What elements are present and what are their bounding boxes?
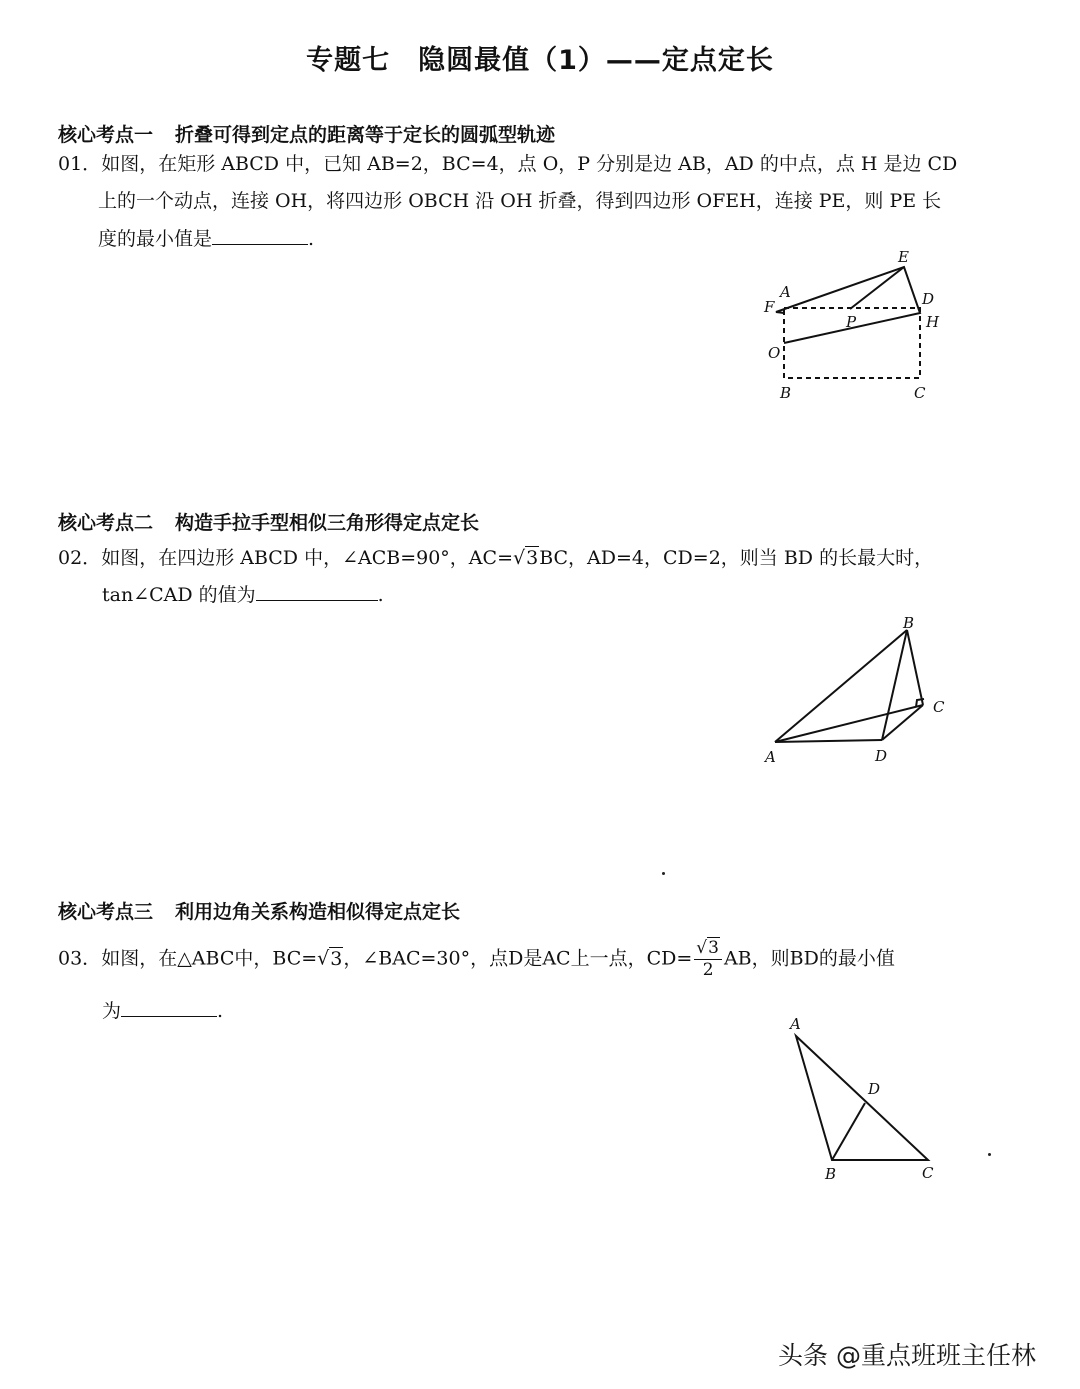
figure-3-triangle: [780, 1010, 950, 1185]
question-3-number: 03．: [58, 947, 102, 970]
section-1-label: 核心考点一: [58, 124, 154, 146]
question-2: 02．如图，在四边形 ABCD 中，∠ACB=90°，AC=√3BC，AD=4，CD=2，则当 BD 的长最大时，: [58, 547, 934, 569]
segment-BD: [832, 1103, 865, 1160]
label-H: H: [926, 313, 940, 331]
scan-speck: [988, 1153, 991, 1156]
label-O: O: [768, 344, 781, 362]
label-A: A: [765, 748, 776, 766]
label-C: C: [933, 698, 945, 716]
segment-BD: [882, 630, 907, 740]
label-B: B: [903, 614, 915, 632]
section-3-heading: [58, 897, 460, 924]
question-1-line-2: 上的一个动点，连接 OH，将四边形 OBCH 沿 OH 折叠，得到四边形 OFEH，连接 PE，则 PE 长: [98, 190, 942, 212]
section-3-label: 核心考点三: [58, 901, 154, 923]
folded-quad-OFEH: [776, 267, 920, 343]
label-P: P: [846, 313, 857, 331]
label-B: B: [825, 1165, 837, 1183]
segment-PE: [850, 267, 904, 309]
fraction-sqrt3-over-2: $\frac{√3}{2}$: [694, 940, 722, 979]
figure-2-quadrilateral: [755, 610, 955, 775]
label-E: E: [898, 248, 909, 266]
scan-speck: [662, 872, 665, 875]
label-A: A: [780, 283, 791, 301]
label-D: D: [922, 290, 935, 308]
section-1-heading: [58, 120, 555, 147]
section-2-heading: [58, 508, 479, 535]
question-1-line-3: 度的最小值是 .: [98, 221, 314, 258]
sqrt-3-symbol: √3: [317, 947, 343, 970]
question-2-line-2: tan∠CAD 的值为 .: [102, 577, 384, 614]
section-1-title: 折叠可得到定点的距离等于定长的圆弧型轨迹: [175, 124, 556, 146]
sqrt-3-symbol: √3: [513, 547, 539, 569]
answer-blank-1[interactable]: [212, 222, 308, 245]
answer-blank-2[interactable]: [256, 578, 378, 601]
question-1-number: 01．: [58, 153, 102, 175]
label-D: D: [868, 1080, 881, 1098]
section-3-title: 利用边角关系构造相似得定点定长: [175, 901, 461, 923]
question-1: [58, 146, 957, 183]
label-C: C: [922, 1164, 934, 1182]
label-A: A: [790, 1015, 801, 1033]
question-3-line-2: 为 .: [102, 993, 223, 1030]
label-D: D: [875, 747, 888, 765]
watermark: 头条 @重点班班主任林: [778, 1341, 1036, 1370]
section-2-label: 核心考点二: [58, 512, 154, 534]
answer-blank-3[interactable]: [121, 994, 217, 1017]
page-title: 专题七 隐圆最值（1）——定点定长: [306, 45, 774, 76]
segment-AD: [775, 740, 882, 742]
question-1-line-1: 如图，在矩形 ABCD 中，已知 AB=2，BC=4，点 O，P 分别是边 AB，AD 的中点，点 H 是边 CD: [101, 153, 958, 175]
segment-BC: [907, 630, 923, 705]
label-C: C: [914, 384, 926, 402]
triangle-ABC: [796, 1036, 928, 1160]
figure-1-folded-rectangle: [750, 245, 960, 410]
label-B: B: [780, 384, 792, 402]
label-F: F: [764, 298, 775, 316]
question-3: 03．如图，在△ABC中，BC=√3，∠BAC=30°，点D是AC上一点，CD= $\frac{√3}{2}$ AB，则BD的最小值: [58, 938, 895, 980]
section-2-title: 构造手拉手型相似三角形得定点定长: [175, 512, 480, 534]
question-2-number: 02．: [58, 547, 102, 569]
